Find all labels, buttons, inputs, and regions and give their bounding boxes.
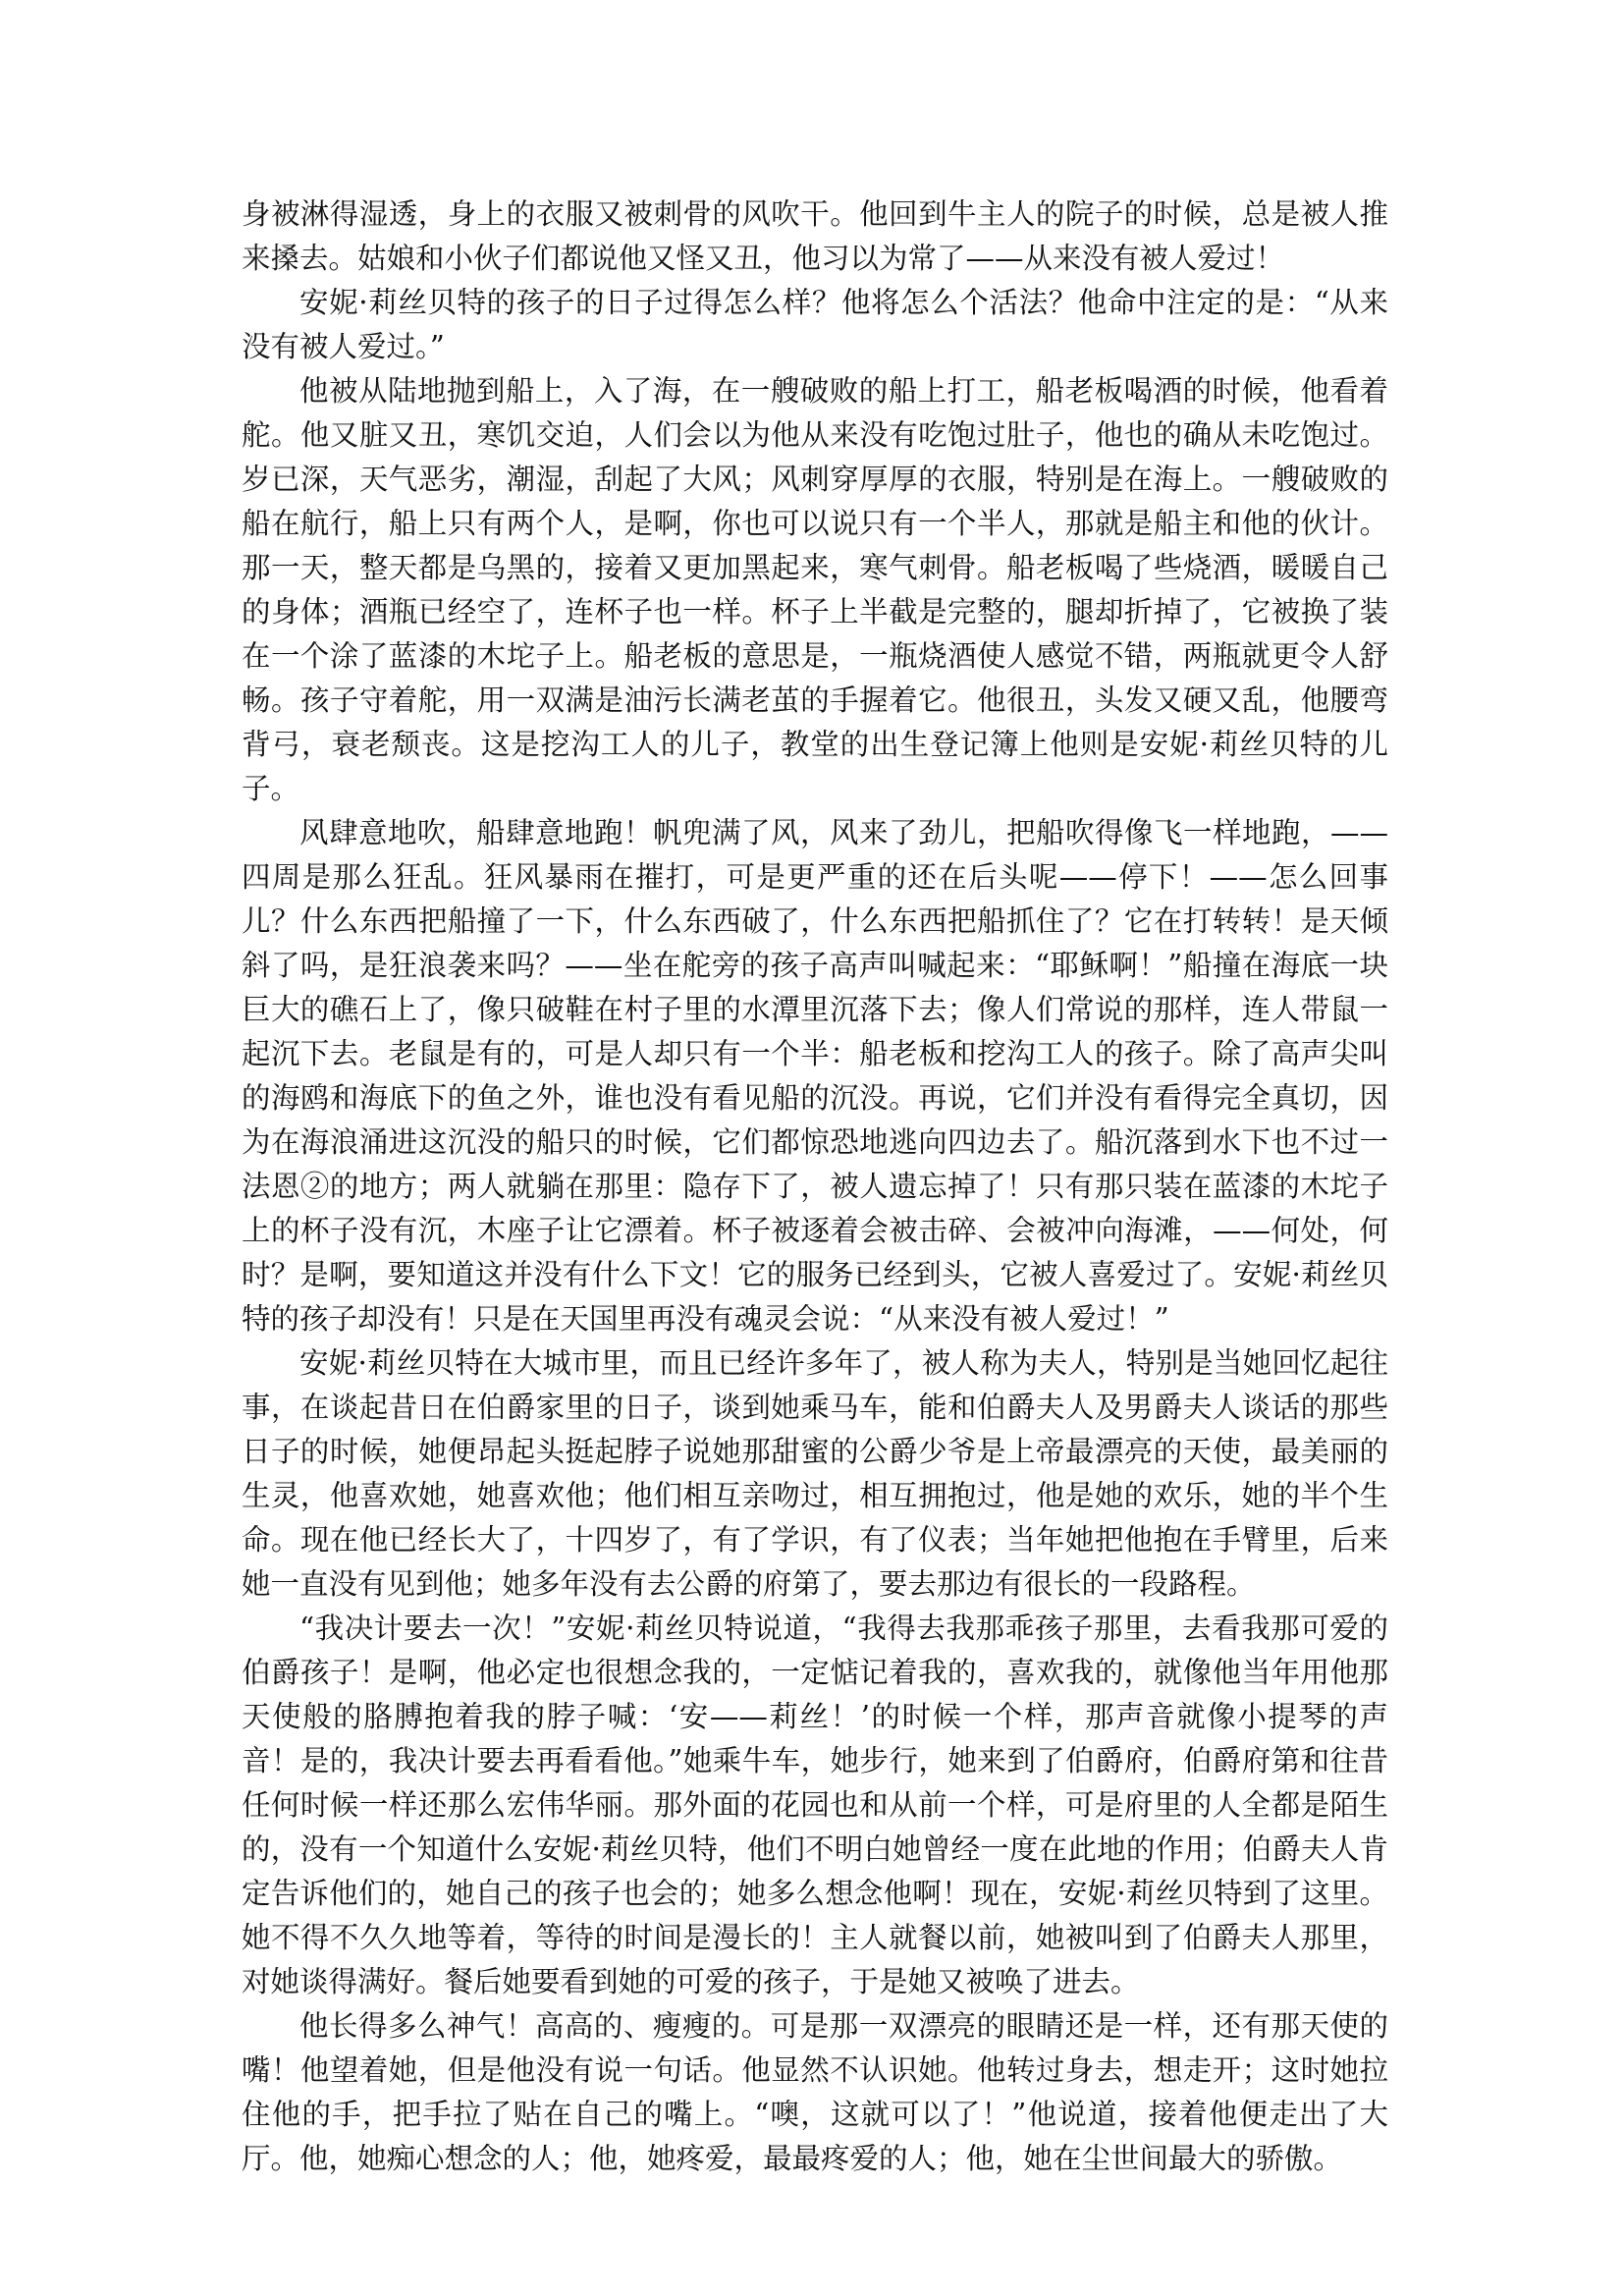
paragraph-2: 安妮·莉丝贝特的孩子的日子过得怎么样？他将怎么个活法？他命中注定的是：“从来没有被人爱过。” bbox=[242, 286, 1388, 363]
story-text bbox=[242, 192, 1388, 2181]
paragraph-3: 他被从陆地抛到船上，入了海，在一艘破败的船上打工，船老板喝酒的时候，他看着舵。他又脏又丑，寒饥交迫，人们会以为他从来没有吃饱过肚子，他也的确从未吃饱过。岁已深，天气恶劣，潮湿，刮起了大风；风刺穿厚厚的衣服，特别是在海上。一艘破败的船在航行，船上只有两个人，是啊，你也可以说只有一个半人，那就是船主和他的伙计。那一天，整天都是乌黑的，接着又更加黑起来，寒气刺骨。船老板喝了些烧酒，暖暖自己的身体；酒瓶已经空了，连杯子也一样。杯子上半截是完整的，腿却折掉了，它被换了装在一个涂了蓝漆的木坨子上。船老板的意思是，一瓶烧酒使人感觉不错，两瓶就更令人舒畅。孩子守着舵，用一双满是油污长满老茧的手握着它。他很丑，头发又硬又乱，他腰弯背弓，衰老颓丧。这是挖沟工人的儿子，教堂的出生登记簿上他则是安妮·莉丝贝特的儿子。 bbox=[242, 374, 1388, 805]
paragraph-6: “我决计要去一次！”安妮·莉丝贝特说道，“我得去我那乖孩子那里，去看我那可爱的伯爵孩子！是啊，他必定也很想念我的，一定惦记着我的，喜欢我的，就像他当年用他那天使般的胳膊抱着我的脖子喊：‘安——莉丝！’的时候一个样，那声音就像小提琴的声音！是的，我决计要去再看看他。”她乘牛车，她步行，她来到了伯爵府，伯爵府第和往昔任何时候一样还那么宏伟华丽。那外面的花园也和从前一个样，可是府里的人全都是陌生的，没有一个知道什么安妮·莉丝贝特，他们不明白她曾经一度在此地的作用；伯爵夫人肯定告诉他们的，她自己的孩子也会的；她多么想念他啊！现在，安妮·莉丝贝特到了这里。她不得不久久地等着，等待的时间是漫长的！主人就餐以前，她被叫到了伯爵夫人那里，对她谈得满好。餐后她要看到她的可爱的孩子，于是她又被唤了进去。 bbox=[242, 1612, 1388, 1998]
paragraph-7: 他长得多么神气！高高的、瘦瘦的。可是那一双漂亮的眼睛还是一样，还有那天使的嘴！他望着她，但是他没有说一句话。他显然不认识她。他转过身去，想走开；这时她拉住他的手，把手拉了贴在自己的嘴上。“噢，这就可以了！”他说道，接着他便走出了大厅。他，她痴心想念的人；他，她疼爱，最最疼爱的人；他，她在尘世间最大的骄傲。 bbox=[242, 2009, 1388, 2175]
paragraph-4: 风肆意地吹，船肆意地跑！帆兜满了风，风来了劲儿，把船吹得像飞一样地跑，——四周是那么狂乱。狂风暴雨在摧打，可是更严重的还在后头呢——停下！——怎么回事儿？什么东西把船撞了一下，什么东西破了，什么东西把船抓住了？它在打转转！是天倾斜了吗，是狂浪袭来吗？——坐在舵旁的孩子高声叫喊起来：“耶稣啊！”船撞在海底一块巨大的礁石上了，像只破鞋在村子里的水潭里沉落下去；像人们常说的那样，连人带鼠一起沉下去。老鼠是有的，可是人却只有一个半：船老板和挖沟工人的孩子。除了高声尖叫的海鸥和海底下的鱼之外，谁也没有看见船的沉没。再说，它们并没有看得完全真切，因为在海浪涌进这沉没的船只的时候，它们都惊恐地逃向四边去了。船沉落到水下也不过一法恩②的地方；两人就躺在那里：隐存下了，被人遗忘掉了！只有那只装在蓝漆的木坨子上的杯子没有沉，木座子让它漂着。杯子被逐着会被击碎、会被冲向海滩，——何处，何时？是啊，要知道这并没有什么下文！它的服务已经到头，它被人喜爱过了。安妮·莉丝贝特的孩子却没有！只是在天国里再没有魂灵会说：“从来没有被人爱过！” bbox=[242, 816, 1388, 1336]
paragraph-1: 身被淋得湿透，身上的衣服又被刺骨的风吹干。他回到牛主人的院子的时候，总是被人推来搡去。姑娘和小伙子们都说他又怪又丑，他习以为常了——从来没有被人爱过！ bbox=[242, 197, 1388, 275]
paragraph-5: 安妮·莉丝贝特在大城市里，而且已经许多年了，被人称为夫人，特别是当她回忆起往事，在谈起昔日在伯爵家里的日子，谈到她乘马车，能和伯爵夫人及男爵夫人谈话的那些日子的时候，她便昂起头挺起脖子说她那甜蜜的公爵少爷是上帝最漂亮的天使，最美丽的生灵，他喜欢她，她喜欢他；他们相互亲吻过，相互拥抱过，他是她的欢乐，她的半个生命。现在他已经长大了，十四岁了，有了学识，有了仪表；当年她把他抱在手臂里，后来她一直没有见到他；她多年没有去公爵的府第了，要去那边有很长的一段路程。 bbox=[242, 1346, 1388, 1601]
